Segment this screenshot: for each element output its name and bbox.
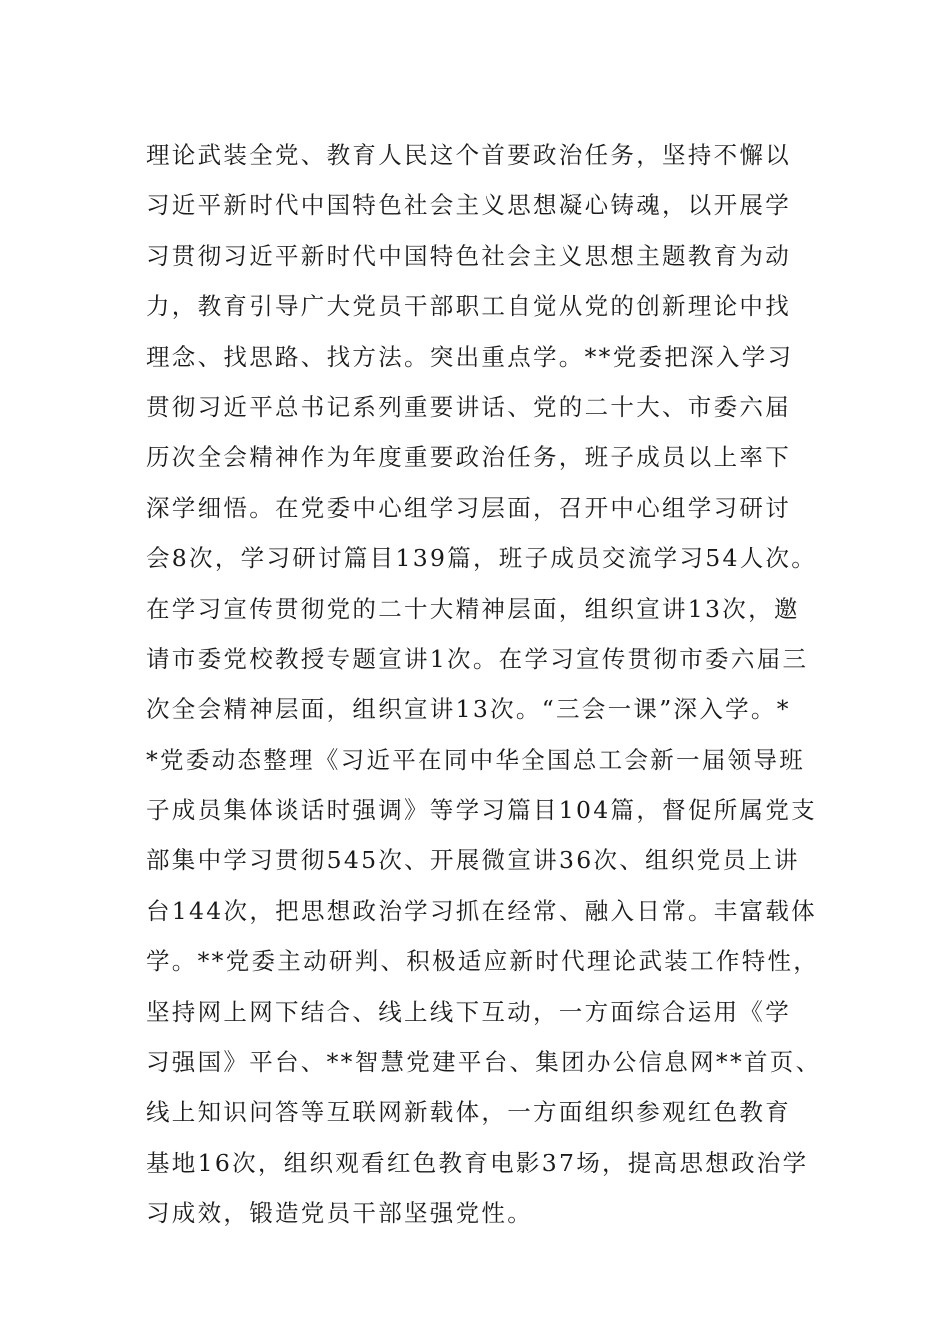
- text-line: 历次全会精神作为年度重要政治任务，班子成员以上率下: [146, 443, 791, 472]
- text-line: 在学习宣传贯彻党的二十大精神层面，组织宣讲13次，邀: [146, 594, 800, 623]
- text-line: 习近平新时代中国特色社会主义思想凝心铸魂，以开展学: [146, 191, 791, 220]
- text-line: 习贯彻习近平新时代中国特色社会主义思想主题教育为动: [146, 241, 791, 270]
- text-line: 学。**党委主动研判、积极适应新时代理论武装工作特性，: [146, 947, 820, 976]
- text-line: 坚持网上网下结合、线上线下互动，一方面综合运用《学: [146, 997, 791, 1026]
- text-line: 习成效，锻造党员干部坚强党性。: [146, 1199, 533, 1228]
- text-line: 会8次，学习研讨篇目139篇，班子成员交流学习54人次。: [146, 544, 818, 573]
- text-line: 子成员集体谈话时强调》等学习篇目104篇，督促所属党支: [146, 796, 817, 825]
- text-line: 贯彻习近平总书记系列重要讲话、党的二十大、市委六届: [146, 392, 791, 421]
- text-line: 基地16次，组织观看红色教育电影37场，提高思想政治学: [146, 1148, 809, 1177]
- body-paragraph: [146, 130, 826, 1239]
- text-line: 线上知识问答等互联网新载体，一方面组织参观红色教育: [146, 1098, 791, 1127]
- text-line: 请市委党校教授专题宣讲1次。在学习宣传贯彻市委六届三: [146, 644, 809, 673]
- text-line: 次全会精神层面，组织宣讲13次。“三会一课”深入学。*: [146, 695, 791, 724]
- text-line: 理论武装全党、教育人民这个首要政治任务，坚持不懈以: [146, 141, 791, 169]
- text-line: 力，教育引导广大党员干部职工自觉从党的创新理论中找: [146, 292, 791, 321]
- text-line: *党委动态整理《习近平在同中华全国总工会新一届领导班: [146, 745, 806, 774]
- text-line: 理念、找思路、找方法。突出重点学。**党委把深入学习: [146, 342, 794, 371]
- text-line: 习强国》平台、**智慧党建平台、集团办公信息网**首页、: [146, 1048, 822, 1077]
- text-line: 台144次，把思想政治学习抓在经常、融入日常。丰富载体: [146, 896, 817, 925]
- text-line: 部集中学习贯彻545次、开展微宣讲36次、组织党员上讲: [146, 846, 800, 875]
- text-line: 深学细悟。在党委中心组学习层面，召开中心组学习研讨: [146, 493, 791, 522]
